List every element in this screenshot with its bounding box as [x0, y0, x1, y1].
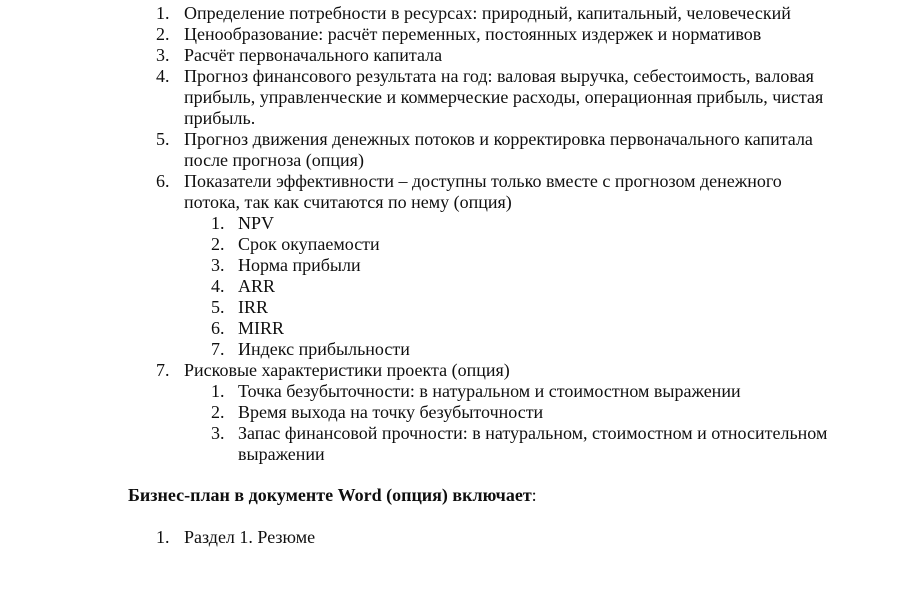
- sublist-item-text: MIRR: [238, 318, 285, 338]
- list-item-number: 7.: [156, 360, 170, 380]
- list-item-text: Ценообразование: расчёт переменных, постоянных издержек и нормативов: [184, 24, 762, 44]
- sublist-item-number: 5.: [211, 297, 225, 317]
- list-item-number: 1.: [156, 527, 170, 547]
- list-item-text: Раздел 1. Резюме: [184, 527, 316, 547]
- list-item: [0, 45, 900, 66]
- list-item-text: Определение потребности в ресурсах: природный, капитальный, человеческий: [184, 3, 791, 23]
- sublist-item-number: 1.: [211, 381, 225, 401]
- list-item-text: Рисковые характеристики проекта (опция): [184, 360, 510, 380]
- list-item: [0, 360, 900, 381]
- sublist-item-text: Индекс прибыльности: [238, 339, 410, 359]
- sublist-item-text: Точка безубыточности: в натуральном и стоимостном выражении: [238, 381, 741, 401]
- sublist-item-number: 3.: [211, 255, 225, 275]
- list-item: [0, 527, 900, 548]
- list-item: [0, 171, 900, 213]
- sublist-item-text: IRR: [238, 297, 269, 317]
- heading-colon: :: [531, 485, 537, 505]
- sublist-item: [0, 339, 900, 360]
- sublist-item-number: 7.: [211, 339, 225, 359]
- sublist-item-text: Время выхода на точку безубыточности: [238, 402, 544, 422]
- sublist-item: [0, 381, 900, 402]
- list-item: [0, 24, 900, 45]
- sublist-item-number: 3.: [211, 423, 225, 443]
- sublist-item: [0, 318, 900, 339]
- sublist-item-text: Запас финансовой прочности: в натуральном, стоимостном и относительном выражении: [238, 423, 828, 464]
- sublist-item: [0, 234, 900, 255]
- list-item-text: Прогноз движения денежных потоков и корректировка первоначального капитала после прогноза (опция): [184, 129, 813, 170]
- sublist-item-text: ARR: [238, 276, 276, 296]
- list-item-number: 6.: [156, 171, 170, 191]
- sublist-item-number: 2.: [211, 402, 225, 422]
- list-item-number: 1.: [156, 3, 170, 23]
- sublist-item-text: Норма прибыли: [238, 255, 361, 275]
- sublist-item: [0, 255, 900, 276]
- business-plan-feature-list: [0, 3, 900, 465]
- sublist-item-number: 2.: [211, 234, 225, 254]
- list-item: [0, 66, 900, 129]
- list-item-number: 2.: [156, 24, 170, 44]
- sublist-item: [0, 402, 900, 423]
- sublist-item-number: 1.: [211, 213, 225, 233]
- list-item-text: Расчёт первоначального капитала: [184, 45, 443, 65]
- sublist-item: [0, 297, 900, 318]
- list-item: [0, 3, 900, 24]
- list-item-text: Прогноз финансового результата на год: валовая выручка, себестоимость, валовая прибыль, управленческие и коммерческие расходы, операционная прибыль, чистая прибыль.: [184, 66, 824, 128]
- list-item-text: Показатели эффективности – доступны только вместе с прогнозом денежного потока, так как считаются по нему (опция): [184, 171, 782, 212]
- heading-text: Бизнес-план в документе Word (опция) включает: [128, 485, 532, 505]
- word-document-section-heading: [0, 485, 900, 506]
- list-item-number: 5.: [156, 129, 170, 149]
- sublist-item: [0, 276, 900, 297]
- list-item: [0, 129, 900, 171]
- list-item-number: 4.: [156, 66, 170, 86]
- sublist-item: [0, 213, 900, 234]
- sublist-item: [0, 423, 900, 465]
- sublist-item-number: 4.: [211, 276, 225, 296]
- sublist-item-text: Срок окупаемости: [238, 234, 380, 254]
- sublist-item-text: NPV: [238, 213, 275, 233]
- word-document-contents-list: [0, 527, 900, 548]
- sublist-item-number: 6.: [211, 318, 225, 338]
- list-item-number: 3.: [156, 45, 170, 65]
